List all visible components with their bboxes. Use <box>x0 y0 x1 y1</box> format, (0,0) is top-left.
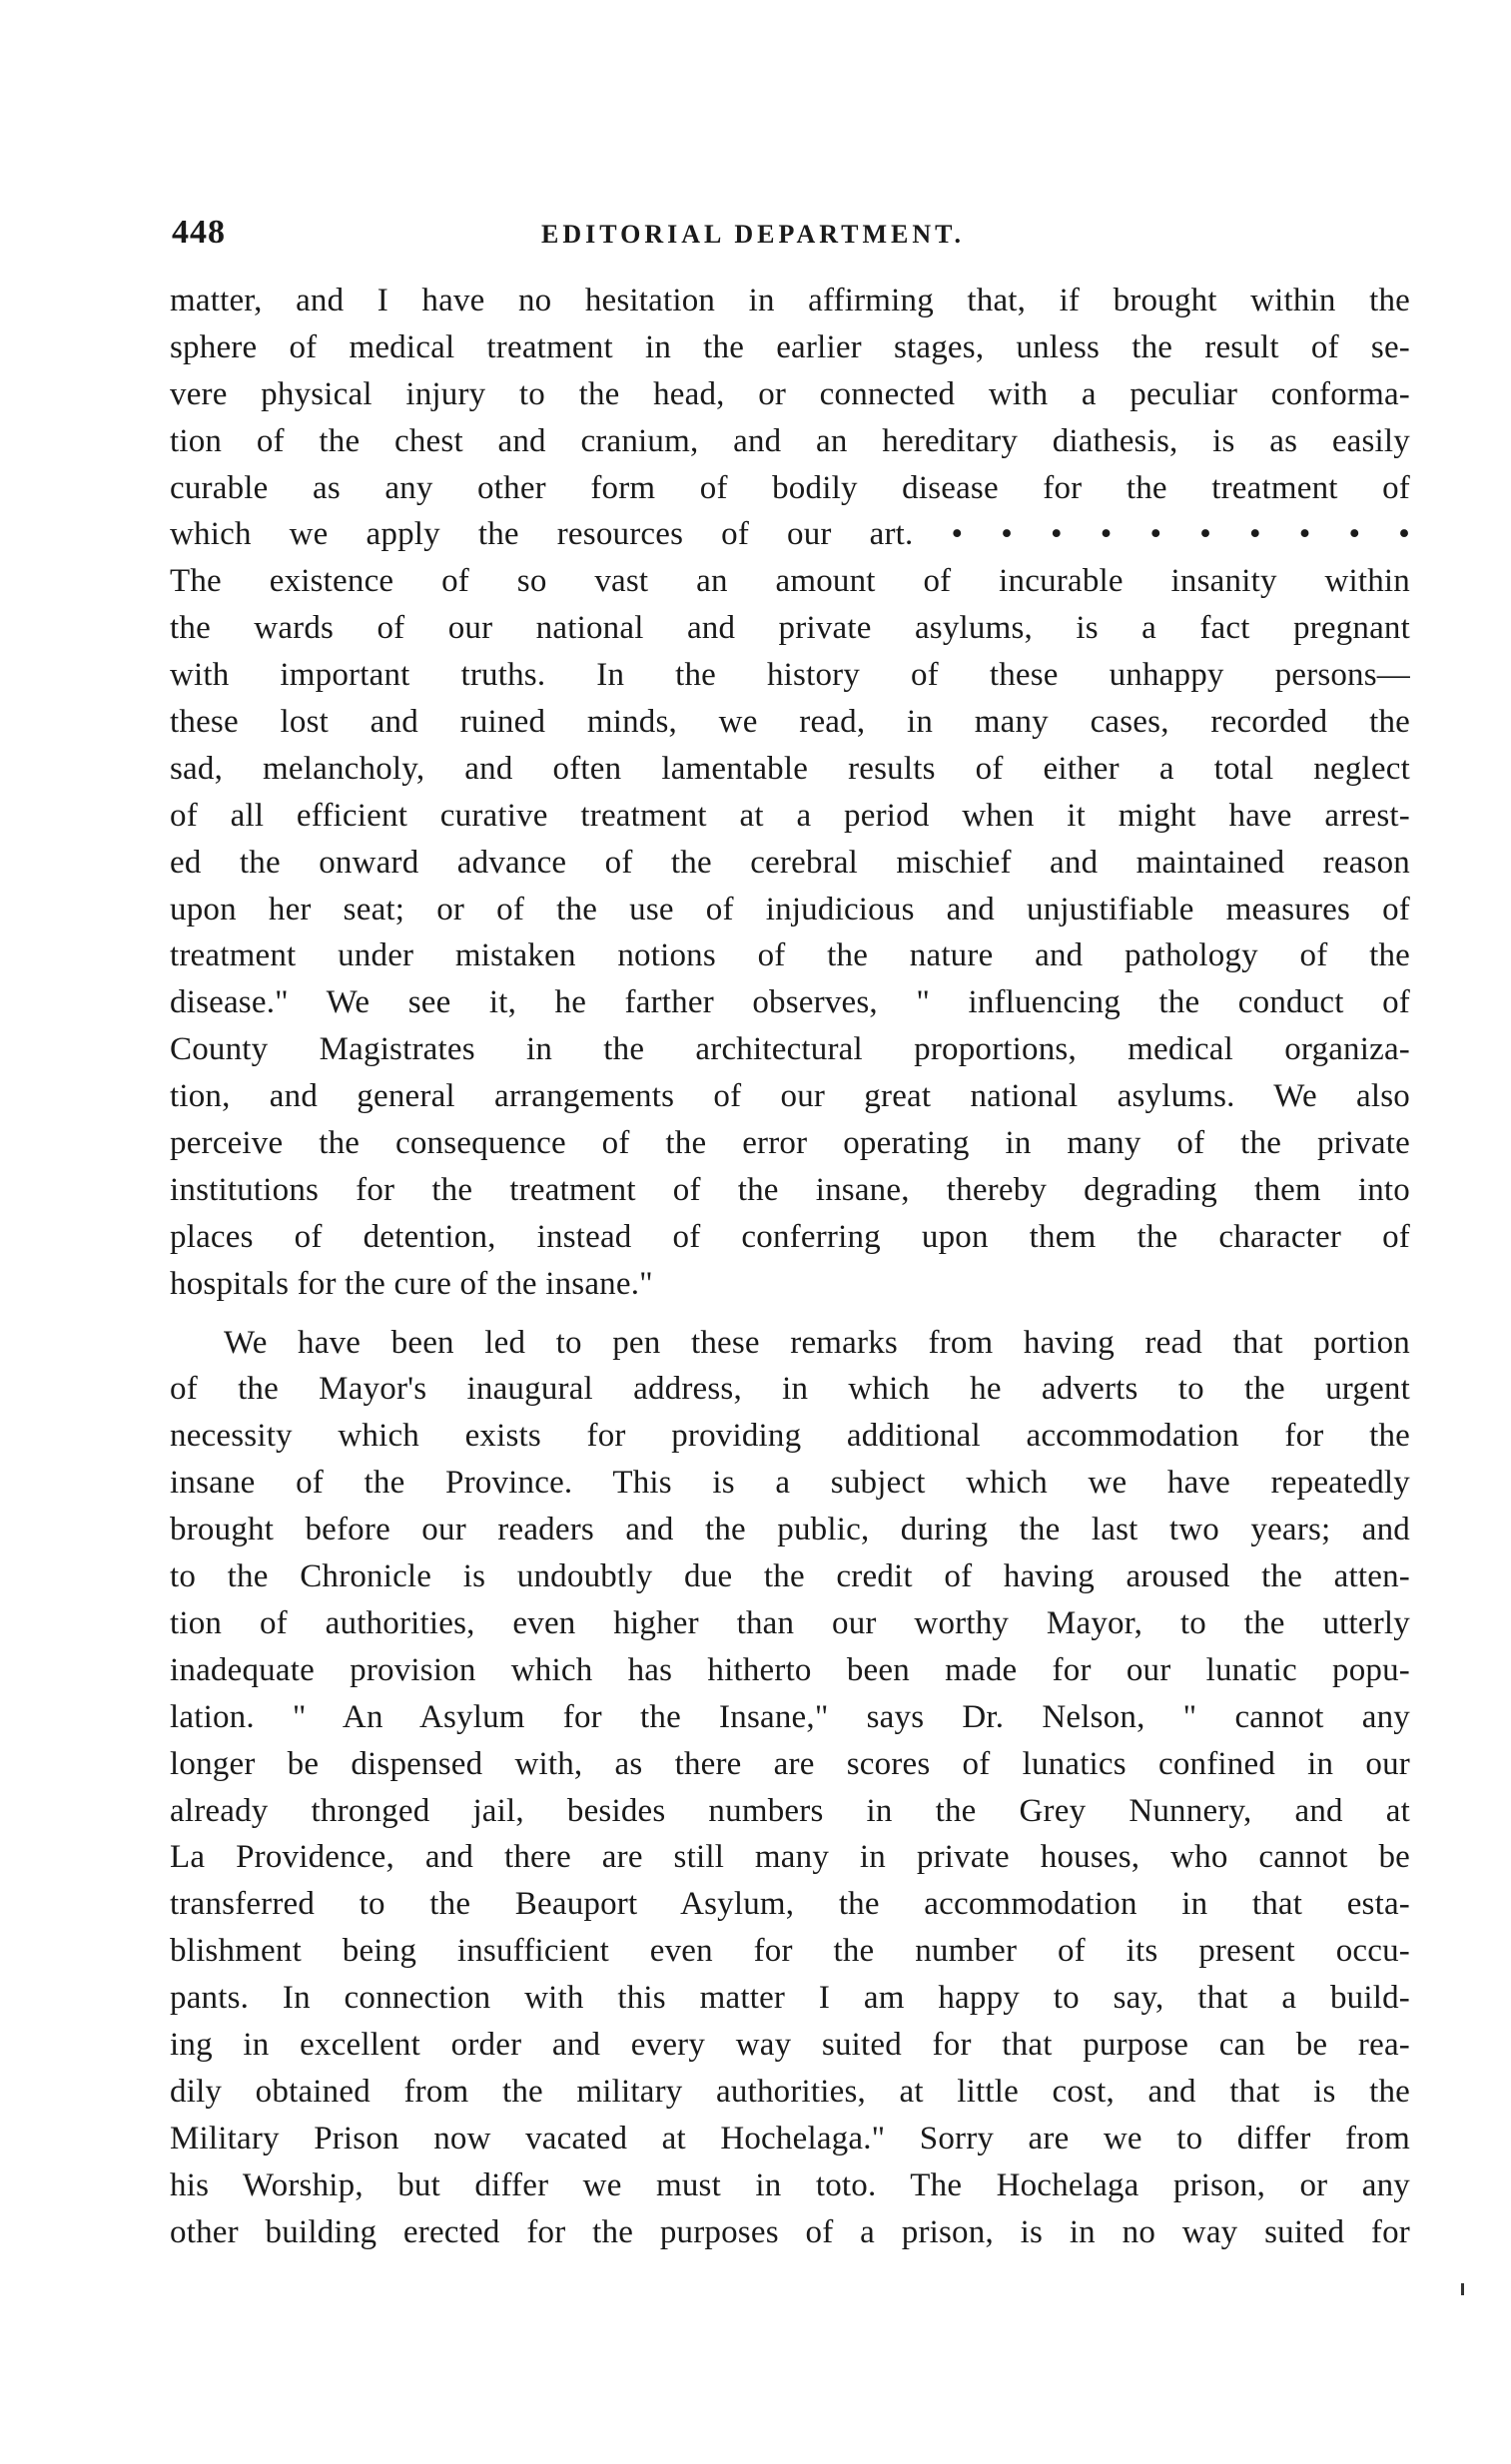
text-line: hospitals for the cure of the insane." <box>170 1265 653 1302</box>
body-text <box>170 278 1410 2255</box>
text-line: tion of the chest and cranium, and an hereditary diathesis, is as easily <box>170 422 1410 459</box>
page-number: 448 <box>172 214 226 251</box>
paragraph-quotation <box>170 278 1410 1308</box>
text-line: ing in excellent order and every way suited for that purpose can be rea- <box>170 2026 1410 2063</box>
text-line: upon her seat; or of the use of injudicious and unjustifiable measures of <box>170 891 1410 927</box>
margin-mark <box>1461 2283 1464 2295</box>
text-line: already thronged jail, besides numbers in the Grey Nunnery, and at <box>170 1792 1410 1829</box>
text-line: lation. " An Asylum for the Insane," says Dr. Nelson, " cannot any <box>170 1698 1410 1735</box>
text-line: to the Chronicle is undoubtly due the credit of having aroused the atten- <box>170 1558 1410 1595</box>
text-line: of the Mayor's inaugural address, in which he adverts to the urgent <box>170 1371 1410 1408</box>
text-line: transferred to the Beauport Asylum, the accommodation in that esta- <box>170 1886 1410 1923</box>
text-line: places of detention, instead of conferring upon them the character of <box>170 1218 1410 1255</box>
text-line: sad, melancholy, and often lamentable results of either a total neglect <box>170 750 1410 787</box>
text-line: other building erected for the purposes of a prison, is in no way suited for <box>170 2213 1410 2250</box>
text-line: tion of authorities, even higher than our worthy Mayor, to the utterly <box>170 1604 1410 1641</box>
text-line: perceive the consequence of the error operating in many of the private <box>170 1125 1410 1162</box>
text-line: ed the onward advance of the cerebral mischief and maintained reason <box>170 844 1410 881</box>
text-line: County Magistrates in the architectural proportions, medical organiza- <box>170 1031 1410 1068</box>
paragraph-gap <box>170 1308 1410 1320</box>
text-line: necessity which exists for providing additional accommodation for the <box>170 1418 1410 1455</box>
text-line: curable as any other form of bodily disease for the treatment of <box>170 469 1410 506</box>
paragraph-editorial <box>170 1320 1410 2256</box>
page-header <box>172 214 1410 258</box>
text-line: these lost and ruined minds, we read, in many cases, recorded the <box>170 704 1410 741</box>
running-head: EDITORIAL DEPARTMENT. <box>541 220 966 249</box>
text-line: sphere of medical treatment in the earlier stages, unless the result of se- <box>170 328 1410 365</box>
text-line: tion, and general arrangements of our great national asylums. We also <box>170 1078 1410 1115</box>
text-line: with important truths. In the history of these unhappy persons— <box>170 657 1410 694</box>
text-line: blishment being insufficient even for the number of its present occu- <box>170 1933 1410 1970</box>
text-line: La Providence, and there are still many in private houses, who cannot be <box>170 1839 1410 1876</box>
text-line: treatment under mistaken notions of the nature and pathology of the <box>170 937 1410 974</box>
text-line: dily obtained from the military authorities, at little cost, and that is the <box>170 2073 1410 2110</box>
text-line: pants. In connection with this matter I am happy to say, that a build- <box>170 1980 1410 2017</box>
text-line: We have been led to pen these remarks from having read that portion <box>224 1324 1410 1361</box>
text-line: of all efficient curative treatment at a period when it might have arrest- <box>170 797 1410 834</box>
text-line: vere physical injury to the head, or connected with a peculiar conforma- <box>170 375 1410 412</box>
text-line: institutions for the treatment of the insane, thereby degrading them into <box>170 1171 1410 1208</box>
text-line: Military Prison now vacated at Hochelaga." Sorry are we to differ from <box>170 2120 1410 2156</box>
text-line: The existence of so vast an amount of incurable insanity within <box>170 563 1410 600</box>
text-line: disease." We see it, he farther observes, " influencing the conduct of <box>170 984 1410 1021</box>
text-line: insane of the Province. This is a subject which we have repeatedly <box>170 1465 1410 1502</box>
text-line: brought before our readers and the public, during the last two years; and <box>170 1512 1410 1548</box>
text-line: the wards of our national and private asylums, is a fact pregnant <box>170 610 1410 647</box>
text-line: matter, and I have no hesitation in affirming that, if brought within the <box>170 283 1410 318</box>
text-line: inadequate provision which has hitherto been made for our lunatic popu- <box>170 1651 1410 1688</box>
text-line: longer be dispensed with, as there are scores of lunatics confined in our <box>170 1745 1410 1782</box>
text-line: which we apply the resources of our art. • • • • • • • • • • <box>170 516 1410 553</box>
text-line: his Worship, but differ we must in toto. The Hochelaga prison, or any <box>170 2166 1410 2203</box>
